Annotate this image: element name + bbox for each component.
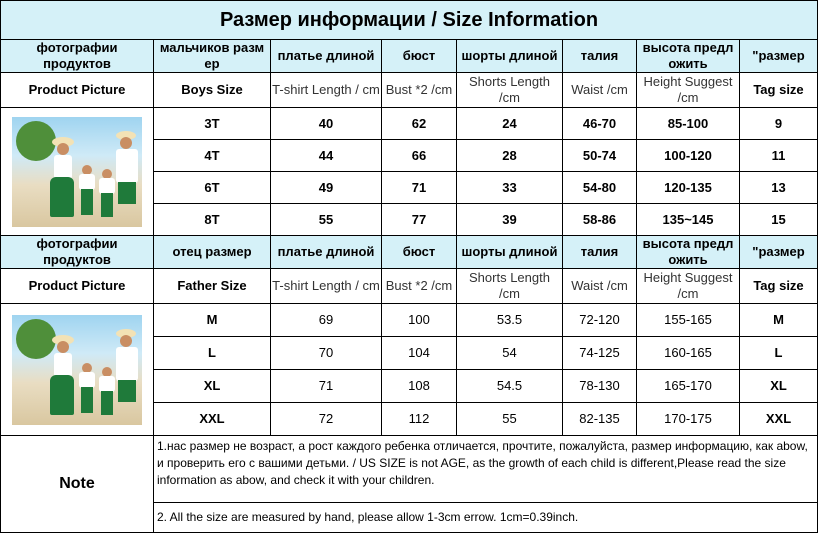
value-cell: M bbox=[740, 304, 818, 337]
value-cell: 9 bbox=[740, 108, 818, 140]
header-cell: платье длиной bbox=[271, 40, 382, 73]
header-cell: Waist /cm bbox=[563, 269, 637, 304]
family-beach-photo bbox=[12, 315, 142, 425]
boys-header-en bbox=[1, 73, 818, 108]
header-cell: бюст bbox=[382, 236, 457, 269]
value-cell: 53.5 bbox=[457, 304, 563, 337]
header-cell: талия bbox=[563, 40, 637, 73]
boys-header-ru bbox=[1, 40, 818, 73]
note-text-2: 2. All the size are measured by hand, please allow 1-3cm errow. 1cm=0.39inch. bbox=[154, 503, 818, 533]
value-cell: 135~145 bbox=[637, 204, 740, 236]
value-cell: 104 bbox=[382, 337, 457, 370]
header-cell: отец размер bbox=[154, 236, 271, 269]
value-cell: 54.5 bbox=[457, 370, 563, 403]
value-cell: 77 bbox=[382, 204, 457, 236]
header-cell: шорты длиной bbox=[457, 40, 563, 73]
size-cell: 3T bbox=[154, 108, 271, 140]
header-cell: Father Size bbox=[154, 269, 271, 304]
value-cell: 55 bbox=[457, 403, 563, 436]
header-cell: высота предл ожить bbox=[637, 236, 740, 269]
header-cell: Shorts Length /cm bbox=[457, 73, 563, 108]
header-cell: высота предл ожить bbox=[637, 40, 740, 73]
header-cell: T-shirt Length / cm bbox=[271, 73, 382, 108]
header-cell: Product Picture bbox=[1, 269, 154, 304]
value-cell: 120-135 bbox=[637, 172, 740, 204]
header-cell: платье длиной bbox=[271, 236, 382, 269]
value-cell: 50-74 bbox=[563, 140, 637, 172]
product-picture bbox=[1, 108, 154, 236]
size-cell: L bbox=[154, 337, 271, 370]
value-cell: 69 bbox=[271, 304, 382, 337]
page-title: Размер информации / Size Information bbox=[1, 1, 818, 40]
header-cell: Shorts Length /cm bbox=[457, 269, 563, 304]
value-cell: XL bbox=[740, 370, 818, 403]
value-cell: 160-165 bbox=[637, 337, 740, 370]
value-cell: 78-130 bbox=[563, 370, 637, 403]
header-cell: "размер bbox=[740, 236, 818, 269]
value-cell: 170-175 bbox=[637, 403, 740, 436]
header-cell: Height Suggest /cm bbox=[637, 73, 740, 108]
value-cell: 33 bbox=[457, 172, 563, 204]
value-cell: 72-120 bbox=[563, 304, 637, 337]
header-cell: шорты длиной bbox=[457, 236, 563, 269]
value-cell: 24 bbox=[457, 108, 563, 140]
note-row bbox=[1, 436, 818, 503]
table-row bbox=[1, 108, 818, 140]
value-cell: 44 bbox=[271, 140, 382, 172]
value-cell: 11 bbox=[740, 140, 818, 172]
value-cell: 85-100 bbox=[637, 108, 740, 140]
value-cell: 55 bbox=[271, 204, 382, 236]
value-cell: 108 bbox=[382, 370, 457, 403]
header-cell: Product Picture bbox=[1, 73, 154, 108]
size-cell: 4T bbox=[154, 140, 271, 172]
value-cell: 15 bbox=[740, 204, 818, 236]
value-cell: 46-70 bbox=[563, 108, 637, 140]
size-cell: 6T bbox=[154, 172, 271, 204]
value-cell: L bbox=[740, 337, 818, 370]
header-cell: Bust *2 /cm bbox=[382, 269, 457, 304]
father-header-en bbox=[1, 269, 818, 304]
value-cell: 66 bbox=[382, 140, 457, 172]
value-cell: 74-125 bbox=[563, 337, 637, 370]
value-cell: 13 bbox=[740, 172, 818, 204]
value-cell: 62 bbox=[382, 108, 457, 140]
value-cell: 58-86 bbox=[563, 204, 637, 236]
value-cell: 39 bbox=[457, 204, 563, 236]
value-cell: 70 bbox=[271, 337, 382, 370]
size-cell: XXL bbox=[154, 403, 271, 436]
table-row bbox=[1, 304, 818, 337]
value-cell: 49 bbox=[271, 172, 382, 204]
value-cell: 82-135 bbox=[563, 403, 637, 436]
note-text-1: 1.нас размер не возраст, а рост каждого ребенка отличается, прочтите, пожалуйста, размер информацию, как abow, и проверить его с вашими детьми. / US SIZE is not AGE, as the growth of each child is different,Please read the size information as abow, and check it with your children. bbox=[154, 436, 818, 503]
header-cell: Boys Size bbox=[154, 73, 271, 108]
header-cell: Bust *2 /cm bbox=[382, 73, 457, 108]
size-cell: XL bbox=[154, 370, 271, 403]
father-header-ru bbox=[1, 236, 818, 269]
header-cell: "размер bbox=[740, 40, 818, 73]
value-cell: 28 bbox=[457, 140, 563, 172]
value-cell: XXL bbox=[740, 403, 818, 436]
value-cell: 40 bbox=[271, 108, 382, 140]
header-cell: бюст bbox=[382, 40, 457, 73]
value-cell: 71 bbox=[271, 370, 382, 403]
value-cell: 71 bbox=[382, 172, 457, 204]
size-cell: 8T bbox=[154, 204, 271, 236]
value-cell: 72 bbox=[271, 403, 382, 436]
value-cell: 165-170 bbox=[637, 370, 740, 403]
value-cell: 100-120 bbox=[637, 140, 740, 172]
header-cell: талия bbox=[563, 236, 637, 269]
header-cell: фотографии продуктов bbox=[1, 40, 154, 73]
value-cell: 112 bbox=[382, 403, 457, 436]
header-cell: T-shirt Length / cm bbox=[271, 269, 382, 304]
header-cell: Tag size bbox=[740, 269, 818, 304]
header-cell: мальчиков разм ер bbox=[154, 40, 271, 73]
note-label: Note bbox=[1, 436, 154, 533]
value-cell: 100 bbox=[382, 304, 457, 337]
family-beach-photo bbox=[12, 117, 142, 227]
value-cell: 54-80 bbox=[563, 172, 637, 204]
header-cell: Height Suggest /cm bbox=[637, 269, 740, 304]
header-cell: фотографии продуктов bbox=[1, 236, 154, 269]
value-cell: 54 bbox=[457, 337, 563, 370]
value-cell: 155-165 bbox=[637, 304, 740, 337]
size-cell: M bbox=[154, 304, 271, 337]
header-cell: Tag size bbox=[740, 73, 818, 108]
product-picture bbox=[1, 304, 154, 436]
header-cell: Waist /cm bbox=[563, 73, 637, 108]
